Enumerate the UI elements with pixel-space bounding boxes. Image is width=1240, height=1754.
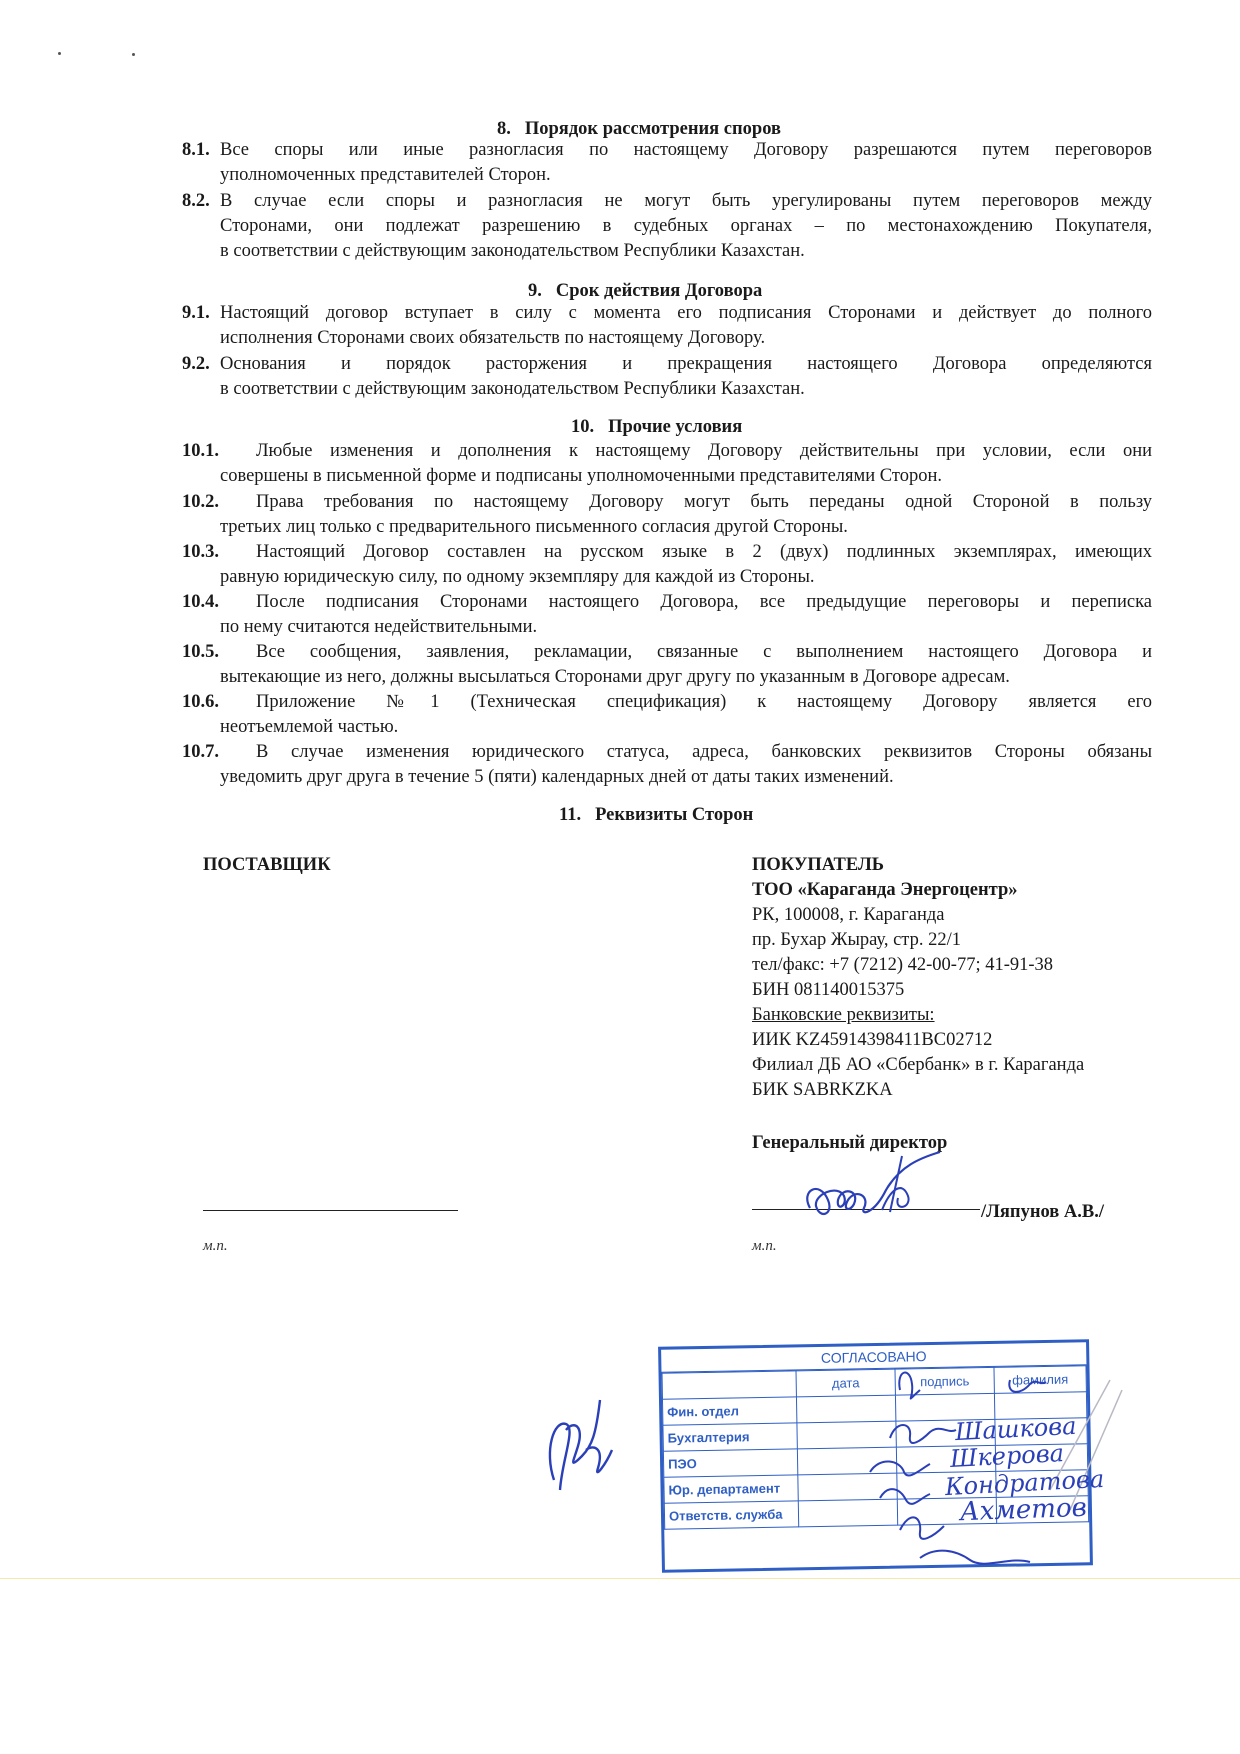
clause-line: по нему считаются недействительными. bbox=[220, 617, 538, 637]
buyer-bank: Филиал ДБ АО «Сбербанк» в г. Караганда bbox=[752, 1055, 1085, 1075]
buyer-iik: ИИК KZ45914398411BC02712 bbox=[752, 1030, 993, 1050]
clause-8-2 bbox=[182, 189, 1152, 264]
clause-line: уполномоченных представителей Сторон. bbox=[220, 165, 551, 185]
clause-10-4 bbox=[182, 590, 1152, 640]
clause-number: 10.5. bbox=[182, 642, 219, 662]
clause-10-3 bbox=[182, 540, 1152, 590]
buyer-details bbox=[752, 853, 1084, 1103]
buyer-heading: ПОКУПАТЕЛЬ bbox=[752, 855, 884, 875]
buyer-signer-name: /Ляпунов А.В./ bbox=[981, 1202, 1104, 1222]
buyer-bin: БИН 081140015375 bbox=[752, 980, 905, 1000]
clause-number: 10.6. bbox=[182, 692, 219, 712]
approval-stamp bbox=[658, 1339, 1093, 1572]
clause-number: 10.1. bbox=[182, 441, 219, 461]
stamp-column-surname: фамилия bbox=[994, 1366, 1086, 1394]
section-number: 11. bbox=[559, 805, 582, 825]
approval-initials bbox=[540, 1390, 620, 1500]
section-number: 9. bbox=[528, 281, 542, 301]
stamp-cell bbox=[994, 1392, 1086, 1420]
buyer-company: ТОО «Караганда Энергоцентр» bbox=[752, 880, 1018, 900]
stamp-cell bbox=[897, 1497, 996, 1525]
clause-number: 8.1. bbox=[182, 140, 210, 160]
section-title: Прочие условия bbox=[608, 417, 743, 437]
clause-8-1 bbox=[182, 138, 1152, 188]
clause-number: 10.7. bbox=[182, 742, 219, 762]
section-number: 8. bbox=[497, 119, 511, 139]
clause-10-5 bbox=[182, 640, 1152, 690]
clause-line: уведомить друг друга в течение 5 (пяти) календарных дней от даты таких изменений. bbox=[220, 767, 894, 787]
clause-line: вытекающие из него, должны высылаться Сторонами друг другу по указанным в Договоре адресам. bbox=[220, 667, 1010, 687]
section-title: Срок действия Договора bbox=[555, 281, 763, 301]
clause-9-1 bbox=[182, 301, 1152, 351]
stamp-corner-cell bbox=[662, 1371, 796, 1399]
clause-line: неотъемлемой частью. bbox=[220, 717, 399, 737]
surname-3: Кондратова bbox=[944, 1464, 1105, 1502]
director-signature bbox=[790, 1150, 990, 1230]
clause-line: Сторонами, они подлежат разрешению в судебных органах – по местонахождению Покупателя, bbox=[220, 216, 1152, 236]
section-title: Реквизиты Сторон bbox=[595, 805, 754, 825]
clause-number: 10.4. bbox=[182, 592, 219, 612]
buyer-bik: БИК SABRKZKA bbox=[752, 1080, 893, 1100]
section-heading-11 bbox=[559, 803, 753, 828]
clause-line: Настоящий договор вступает в силу с момента его подписания Сторонами и действует до полного bbox=[220, 303, 1152, 323]
buyer-seal-place: м.п. bbox=[752, 1238, 777, 1254]
scan-speck bbox=[132, 53, 135, 56]
stamp-cell bbox=[798, 1499, 897, 1527]
stamp-cell bbox=[796, 1395, 895, 1423]
supplier-heading: ПОСТАВЩИК bbox=[203, 855, 331, 875]
clause-line: Права требования по настоящему Договору могут быть переданы одной Стороной в пользу bbox=[256, 492, 1152, 512]
stamp-row-label: ПЭО bbox=[663, 1449, 797, 1477]
stamp-cell bbox=[797, 1421, 896, 1449]
scan-speck bbox=[58, 52, 61, 55]
clause-line: После подписания Сторонами настоящего Договора, все предыдущие переговоры и переписка bbox=[256, 592, 1152, 612]
stamp-row-label: Бухгалтерия bbox=[663, 1423, 797, 1451]
stamp-cell bbox=[995, 1444, 1087, 1472]
scan-edge-line bbox=[0, 1578, 1240, 1579]
buyer-address-line2: пр. Бухар Жырау, стр. 22/1 bbox=[752, 930, 961, 950]
clause-line: в соответствии с действующим законодательством Республики Казахстан. bbox=[220, 241, 805, 261]
buyer-bank-label: Банковские реквизиты: bbox=[752, 1005, 935, 1025]
clause-10-2 bbox=[182, 490, 1152, 540]
stamp-row-label: Ответств. служба bbox=[664, 1501, 798, 1529]
clause-line: В случае если споры и разногласия не могут быть урегулированы путем переговоров между bbox=[220, 191, 1152, 211]
stamp-cell bbox=[996, 1496, 1088, 1524]
clause-line: Основания и порядок расторжения и прекращения настоящего Договора определяются bbox=[220, 354, 1152, 374]
clause-10-6 bbox=[182, 690, 1152, 740]
stamp-cell bbox=[797, 1447, 896, 1475]
clause-number: 10.2. bbox=[182, 492, 219, 512]
stamp-cell bbox=[897, 1471, 996, 1499]
clause-line: Настоящий Договор составлен на русском языке в 2 (двух) подлинных экземплярах, имеющих bbox=[256, 542, 1152, 562]
clause-10-1 bbox=[182, 439, 1152, 489]
clause-line: Все сообщения, заявления, рекламации, связанные с выполнением настоящего Договора и bbox=[256, 642, 1152, 662]
clause-number: 8.2. bbox=[182, 191, 210, 211]
clause-10-7 bbox=[182, 740, 1152, 790]
clause-line: третьих лиц только с предварительного письменного согласия другой Стороны. bbox=[220, 517, 848, 537]
clause-9-2 bbox=[182, 352, 1152, 402]
stamp-title: СОГЛАСОВАНО bbox=[661, 1342, 1086, 1372]
stamp-row-label: Юр. департамент bbox=[664, 1475, 798, 1503]
section-number: 10. bbox=[571, 417, 595, 437]
clause-number: 10.3. bbox=[182, 542, 219, 562]
clause-line: равную юридическую силу, по одному экземпляру для каждой из Стороны. bbox=[220, 567, 815, 587]
stamp-row-label: Фин. отдел bbox=[662, 1397, 796, 1425]
stamp-cell bbox=[896, 1419, 995, 1447]
clause-line: в соответствии с действующим законодательством Республики Казахстан. bbox=[220, 379, 805, 399]
clause-line: Все споры или иные разногласия по настоящему Договору разрешаются путем переговоров bbox=[220, 140, 1152, 160]
supplier-seal-place: м.п. bbox=[203, 1238, 228, 1254]
stamp-table bbox=[662, 1365, 1090, 1529]
stamp-cell bbox=[896, 1445, 995, 1473]
clause-line: исполнения Сторонами своих обязательств по настоящему Договору. bbox=[220, 328, 766, 348]
clause-number: 9.2. bbox=[182, 354, 210, 374]
stamp-cell bbox=[895, 1393, 994, 1421]
buyer-phone: тел/факс: +7 (7212) 42-00-77; 41-91-38 bbox=[752, 955, 1054, 975]
stamp-cell bbox=[995, 1418, 1087, 1446]
section-title: Порядок рассмотрения споров bbox=[524, 119, 781, 139]
supplier-signature-line bbox=[203, 1210, 458, 1211]
surname-1: Шашкова bbox=[954, 1411, 1078, 1447]
clause-line: совершены в письменной форме и подписаны уполномоченными представителями Сторон. bbox=[220, 466, 942, 486]
clause-line: Приложение №1 (Техническая спецификация) к настоящему Договору является его bbox=[256, 692, 1152, 712]
stamp-cell bbox=[996, 1470, 1088, 1498]
clause-line: Любые изменения и дополнения к настоящему Договору действительны при условии, если они bbox=[256, 441, 1152, 461]
stamp-column-date: дата bbox=[796, 1369, 895, 1397]
clause-line: В случае изменения юридического статуса, адреса, банковских реквизитов Стороны обязаны bbox=[256, 742, 1152, 762]
buyer-address-line1: РК, 100008, г. Караганда bbox=[752, 905, 945, 925]
surname-2: Шкерова bbox=[949, 1439, 1065, 1473]
buyer-signature-line bbox=[752, 1209, 980, 1210]
stamp-cell bbox=[798, 1473, 897, 1501]
surname-4: Ахметов bbox=[959, 1492, 1088, 1528]
buyer-position: Генеральный директор bbox=[752, 1133, 948, 1153]
clause-number: 9.1. bbox=[182, 303, 210, 323]
stamp-column-signature: подпись bbox=[895, 1367, 994, 1395]
section-heading-10 bbox=[571, 415, 742, 440]
